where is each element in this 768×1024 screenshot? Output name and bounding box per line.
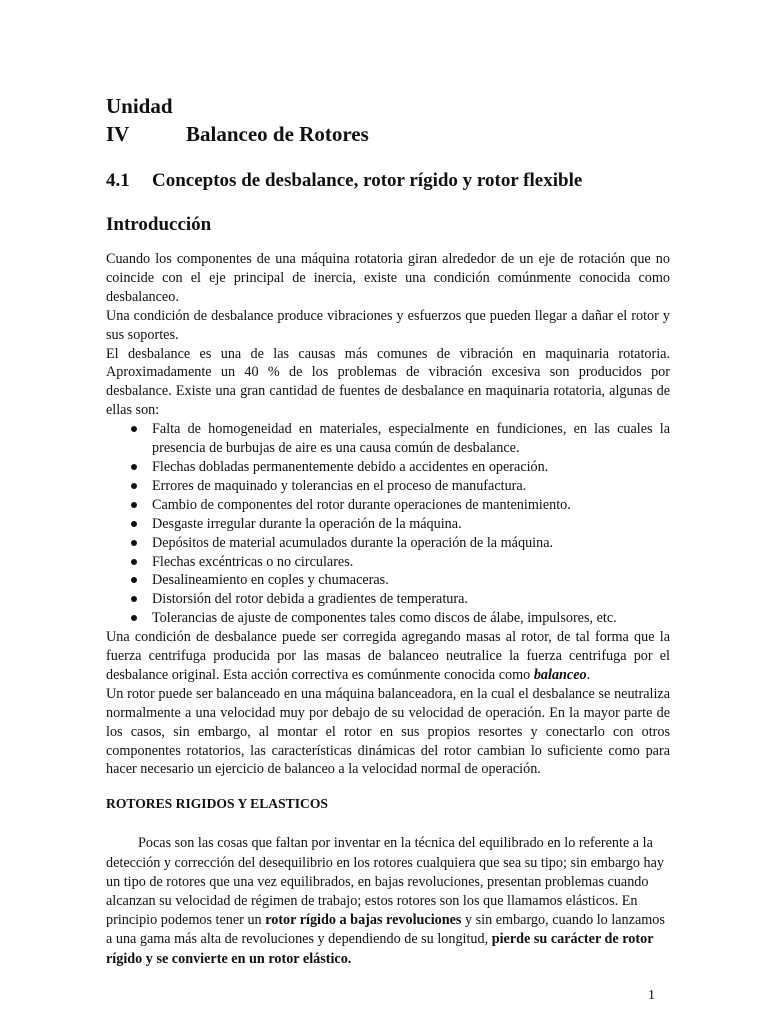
rigid-text-2: y sin embargo, cuando lo lanzamos a una gama más alta de revoluciones y dependiendo de su longitud, <box>106 912 665 948</box>
unit-number: Unidad IV <box>106 94 173 146</box>
correction-text: Una condición de desbalance puede ser corregida agregando masas al rotor, de tal forma que la fuerza centrifuga producida por las masas de balanceo neutralice la fuerza centrifuga por el desbalance original. Esta acción correctiva es comúnmente conocida como <box>106 629 670 683</box>
list-item: Cambio de componentes del rotor durante operaciones de mantenimiento. <box>152 496 670 515</box>
list-item: Desalineamiento en coples y chumaceras. <box>152 571 670 590</box>
correction-period: . <box>586 666 591 683</box>
rigid-bold-1: rotor rígido a bajas revoluciones <box>265 912 462 929</box>
intro-paragraph-2: Una condición de desbalance produce vibraciones y esfuerzos que pueden llegar a dañar el rotor y sus soportes. <box>106 307 670 343</box>
intro-heading: Introducción <box>106 214 212 235</box>
rigid-text-1: Pocas son las cosas que faltan por inventar en la técnica del equilibrado en lo referente a la detección y corrección del desequilibrio en los rotores cualquiera que sea su tipo; sin embargo hay un tipo de rotores que una vez equilibrados, en bajas revoluciones, presentan problemas cuando alcanzan su velocidad de régimen de trabajo; estos rotores son los que llamamos elásticos. En principio podemos tener un <box>106 835 664 929</box>
list-item: Flechas excéntricas o no circulares. <box>152 553 670 572</box>
intro-paragraph-1: Cuando los componentes de una máquina rotatoria giran alrededor de un eje de rotación que no coincide con el eje principal de inercia, existe una condición comúnmente conocida como desbalanceo. <box>106 251 670 305</box>
intro-body <box>106 250 670 779</box>
balancer-paragraph: Un rotor puede ser balanceado en una máquina balanceadora, en la cual el desbalance se neutraliza normalmente a una velocidad muy por debajo de su velocidad de operación. En la mayor parte de los casos, sin embargo, al montar el rotor en sus propios resortes y conectarlo con otros componentes rotatorios, las características dinámicas del rotor cambian lo suficiente como para hacer necesario un ejercicio de balanceo a la velocidad normal de operación. <box>106 685 670 778</box>
correction-paragraph <box>106 628 670 685</box>
causes-list <box>106 420 670 628</box>
list-item: Tolerancias de ajuste de componentes tales como discos de álabe, impulsores, etc. <box>152 609 670 628</box>
list-item: Distorsión del rotor debida a gradientes de temperatura. <box>152 590 670 609</box>
list-item: Flechas dobladas permanentemente debido a accidentes en operación. <box>152 458 670 477</box>
rigid-elastic-paragraph <box>106 834 670 968</box>
balanceo-term: balanceo <box>533 666 587 683</box>
unit-title: Balanceo de Rotores <box>186 122 369 146</box>
intro-paragraph-3: El desbalance es una de las causas más comunes de vibración en maquinaria rotatoria. Aproximadamente un 40 % de los problemas de vibración excesiva son producidos por desbalance. Existe una gran cantidad de fuentes de desbalance en maquinaria rotatoria, algunas de ellas son: <box>106 345 670 419</box>
page-number: 1 <box>648 988 655 1003</box>
list-item: Desgaste irregular durante la operación de la máquina. <box>152 515 670 534</box>
list-item: Errores de maquinado y tolerancias en el proceso de manufactura. <box>152 477 670 496</box>
section-title: Conceptos de desbalance, rotor rígido y rotor flexible <box>152 170 583 191</box>
unit-heading <box>106 92 670 148</box>
list-item: Depósitos de material acumulados durante la operación de la máquina. <box>152 534 670 553</box>
rigid-bold-2: pierde su carácter de rotor rígido y se convierte en un rotor elástico. <box>106 931 654 967</box>
section-heading <box>106 168 670 194</box>
section-number: 4.1 <box>106 170 130 191</box>
rigid-elastic-heading: ROTORES RIGIDOS Y ELASTICOS <box>106 796 328 812</box>
list-item: Falta de homogeneidad en materiales, especialmente en fundiciones, en las cuales la presencia de burbujas de aire es una causa común de desbalance. <box>152 421 670 457</box>
